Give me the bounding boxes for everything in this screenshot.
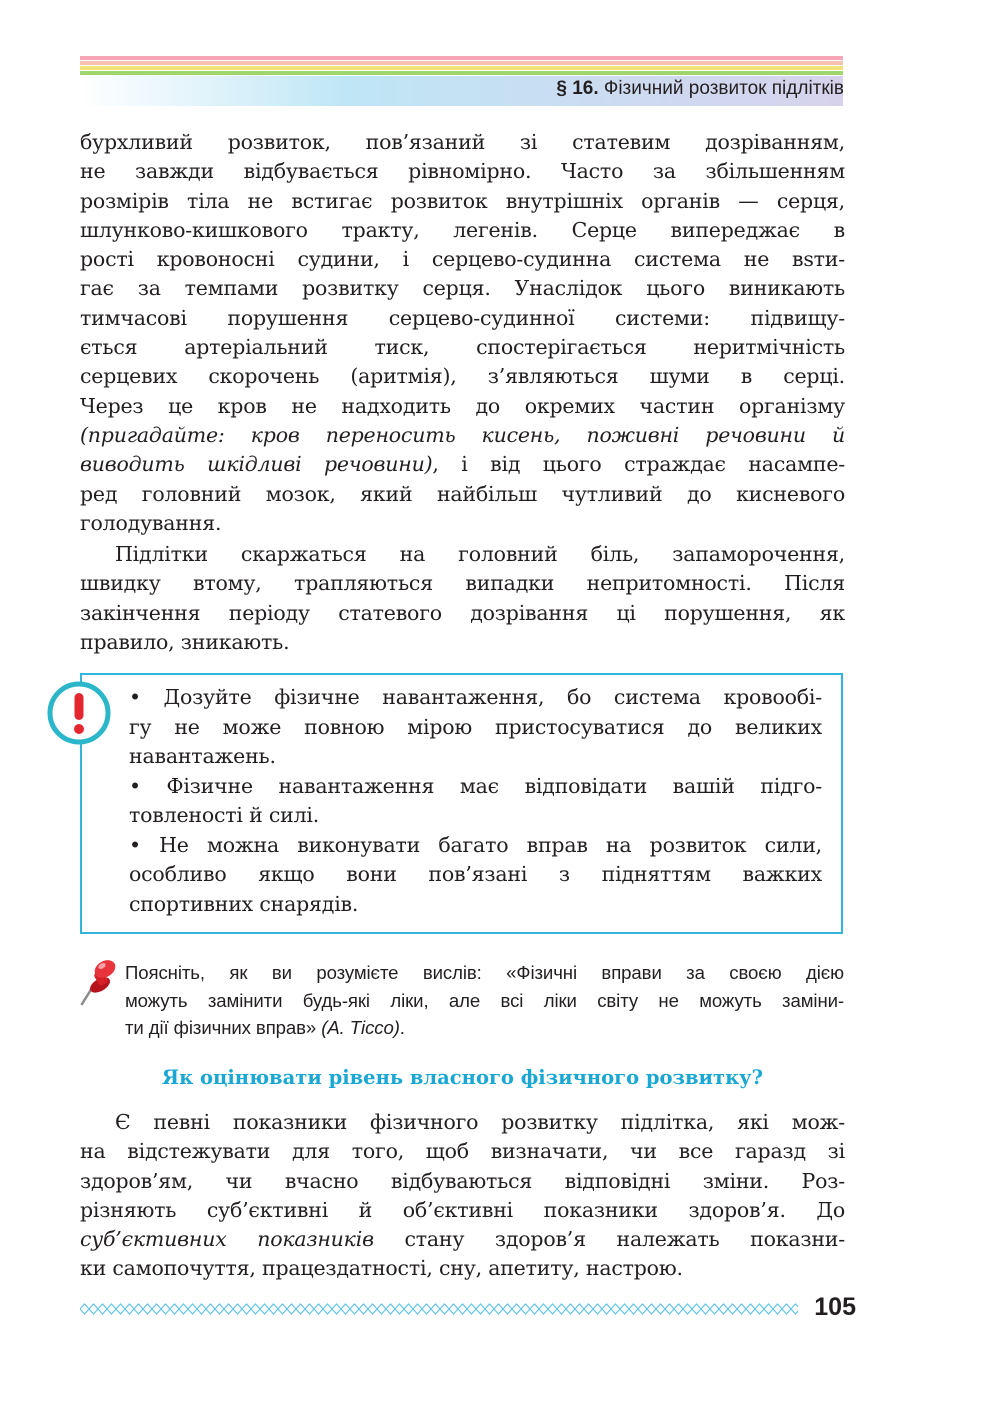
notice-line: • Дозуйте фізичне навантаження, бо система кровообі- <box>129 685 822 709</box>
text-line: ється артеріальний тиск, спостерігається неритмічність <box>80 335 845 360</box>
notice-line: спортивних снарядів. <box>129 891 359 916</box>
text-fragment: . <box>399 1017 405 1038</box>
quote-author: (А. Тіссо) <box>316 1017 400 1038</box>
section-title: Фізичний розвиток підлітків <box>603 78 844 99</box>
paragraph-1 <box>80 128 845 538</box>
text-line: не завжди відбувається рівномірно. Часто за збільшенням <box>80 159 845 184</box>
section-header <box>556 78 844 100</box>
text-line <box>80 450 845 479</box>
notice-line: товленості й силі. <box>129 803 320 827</box>
text-line: Є певні показники фізичного розвитку підлітка, які мож- <box>115 1110 845 1134</box>
task-line <box>125 1014 844 1042</box>
text-line <box>80 421 845 450</box>
notice-line: • Фізичне навантаження має відповідати вашій підго- <box>129 773 822 798</box>
quote-end: ти дії фізичних вправ» <box>125 1017 317 1038</box>
text-line: серцевих скорочень (аритмія), з’являються шуми в серці. <box>80 364 845 389</box>
text-line: ки самопочуття, працездатності, сну, апетиту, настрою. <box>80 1256 683 1281</box>
section-number: § 16. <box>556 78 599 99</box>
exclamation-icon <box>46 680 112 746</box>
text-fragment: , і від цього страждає насампе- <box>432 452 845 477</box>
page-number: 105 <box>814 1293 856 1321</box>
section-heading: Як оцінювати рівень власного фізичного розвитку? <box>161 1066 764 1089</box>
text-fragment: стану здоров’я належать показни- <box>373 1227 845 1252</box>
text-line: різняють суб’єктивні й об’єктивні показники здоров’я. До <box>80 1197 845 1222</box>
text-line: гає за темпами розвитку серця. Унаслідок цього виникають <box>80 276 845 301</box>
text-line: на відстежувати для того, щоб визначати, чи все гаразд зі <box>80 1139 845 1164</box>
task-text <box>125 959 844 1042</box>
text-line: правило, зникають. <box>80 629 290 654</box>
pushpin-icon <box>76 958 120 1008</box>
italic-note: (пригадайте: кров переносить кисень, поживні речовини й <box>80 422 845 447</box>
notice-line: • Не можна виконувати багато вправ на розвиток сили, <box>129 832 822 857</box>
footer-wave-divider <box>80 1302 798 1316</box>
italic-note: виводить шкідливі речовини) <box>80 452 433 477</box>
text-line <box>80 1225 845 1254</box>
task-line: Поясніть, як ви розумієте вислів: «Фізичні вправи за своєю дією <box>125 962 844 983</box>
text-line: Через це кров не надходить до окремих частин організму <box>80 393 845 418</box>
task-line: можуть замінити будь-які ліки, але всі ліки світу не можуть заміни- <box>125 989 844 1011</box>
notice-box <box>80 673 843 934</box>
text-line: здоров’ям, чи вчасно відбуваються відповідні зміни. Роз- <box>80 1168 845 1193</box>
text-line: ред головний мозок, який найбільш чутливий до кисневого <box>80 481 845 506</box>
paragraph-2 <box>80 540 845 657</box>
text-line: бурхливий розвиток, пов’язаний зі статевим дозріванням, <box>80 130 845 154</box>
notice-line: особливо якщо вони пов’язані з підняттям важких <box>129 862 822 886</box>
paragraph-3 <box>80 1108 845 1284</box>
text-line: закінчення періоду статевого дозрівання ці порушення, як <box>80 600 845 625</box>
text-line: голодування. <box>80 510 222 535</box>
notice-text <box>129 683 822 919</box>
text-line: швидку втому, трапляються випадки непритомності. Після <box>80 571 845 596</box>
notice-line: навантажень. <box>129 744 276 768</box>
italic-term: суб’єктивних показників <box>80 1227 374 1252</box>
text-line: шлунково-кишкового тракту, легенів. Серце випереджає в <box>80 217 845 242</box>
text-line: тимчасові порушення серцево-судинної системи: підвищу- <box>80 305 845 330</box>
notice-line: гу не може повною мірою пристосуватися до великих <box>129 714 822 739</box>
text-line: розмірів тіла не встигає розвиток внутрішніх органів — серця, <box>80 188 845 213</box>
text-line: рості кровоносні судини, і серцево-судинна система не вsти- <box>80 247 845 272</box>
text-line: Підлітки скаржаться на головний біль, запаморочення, <box>115 542 845 566</box>
